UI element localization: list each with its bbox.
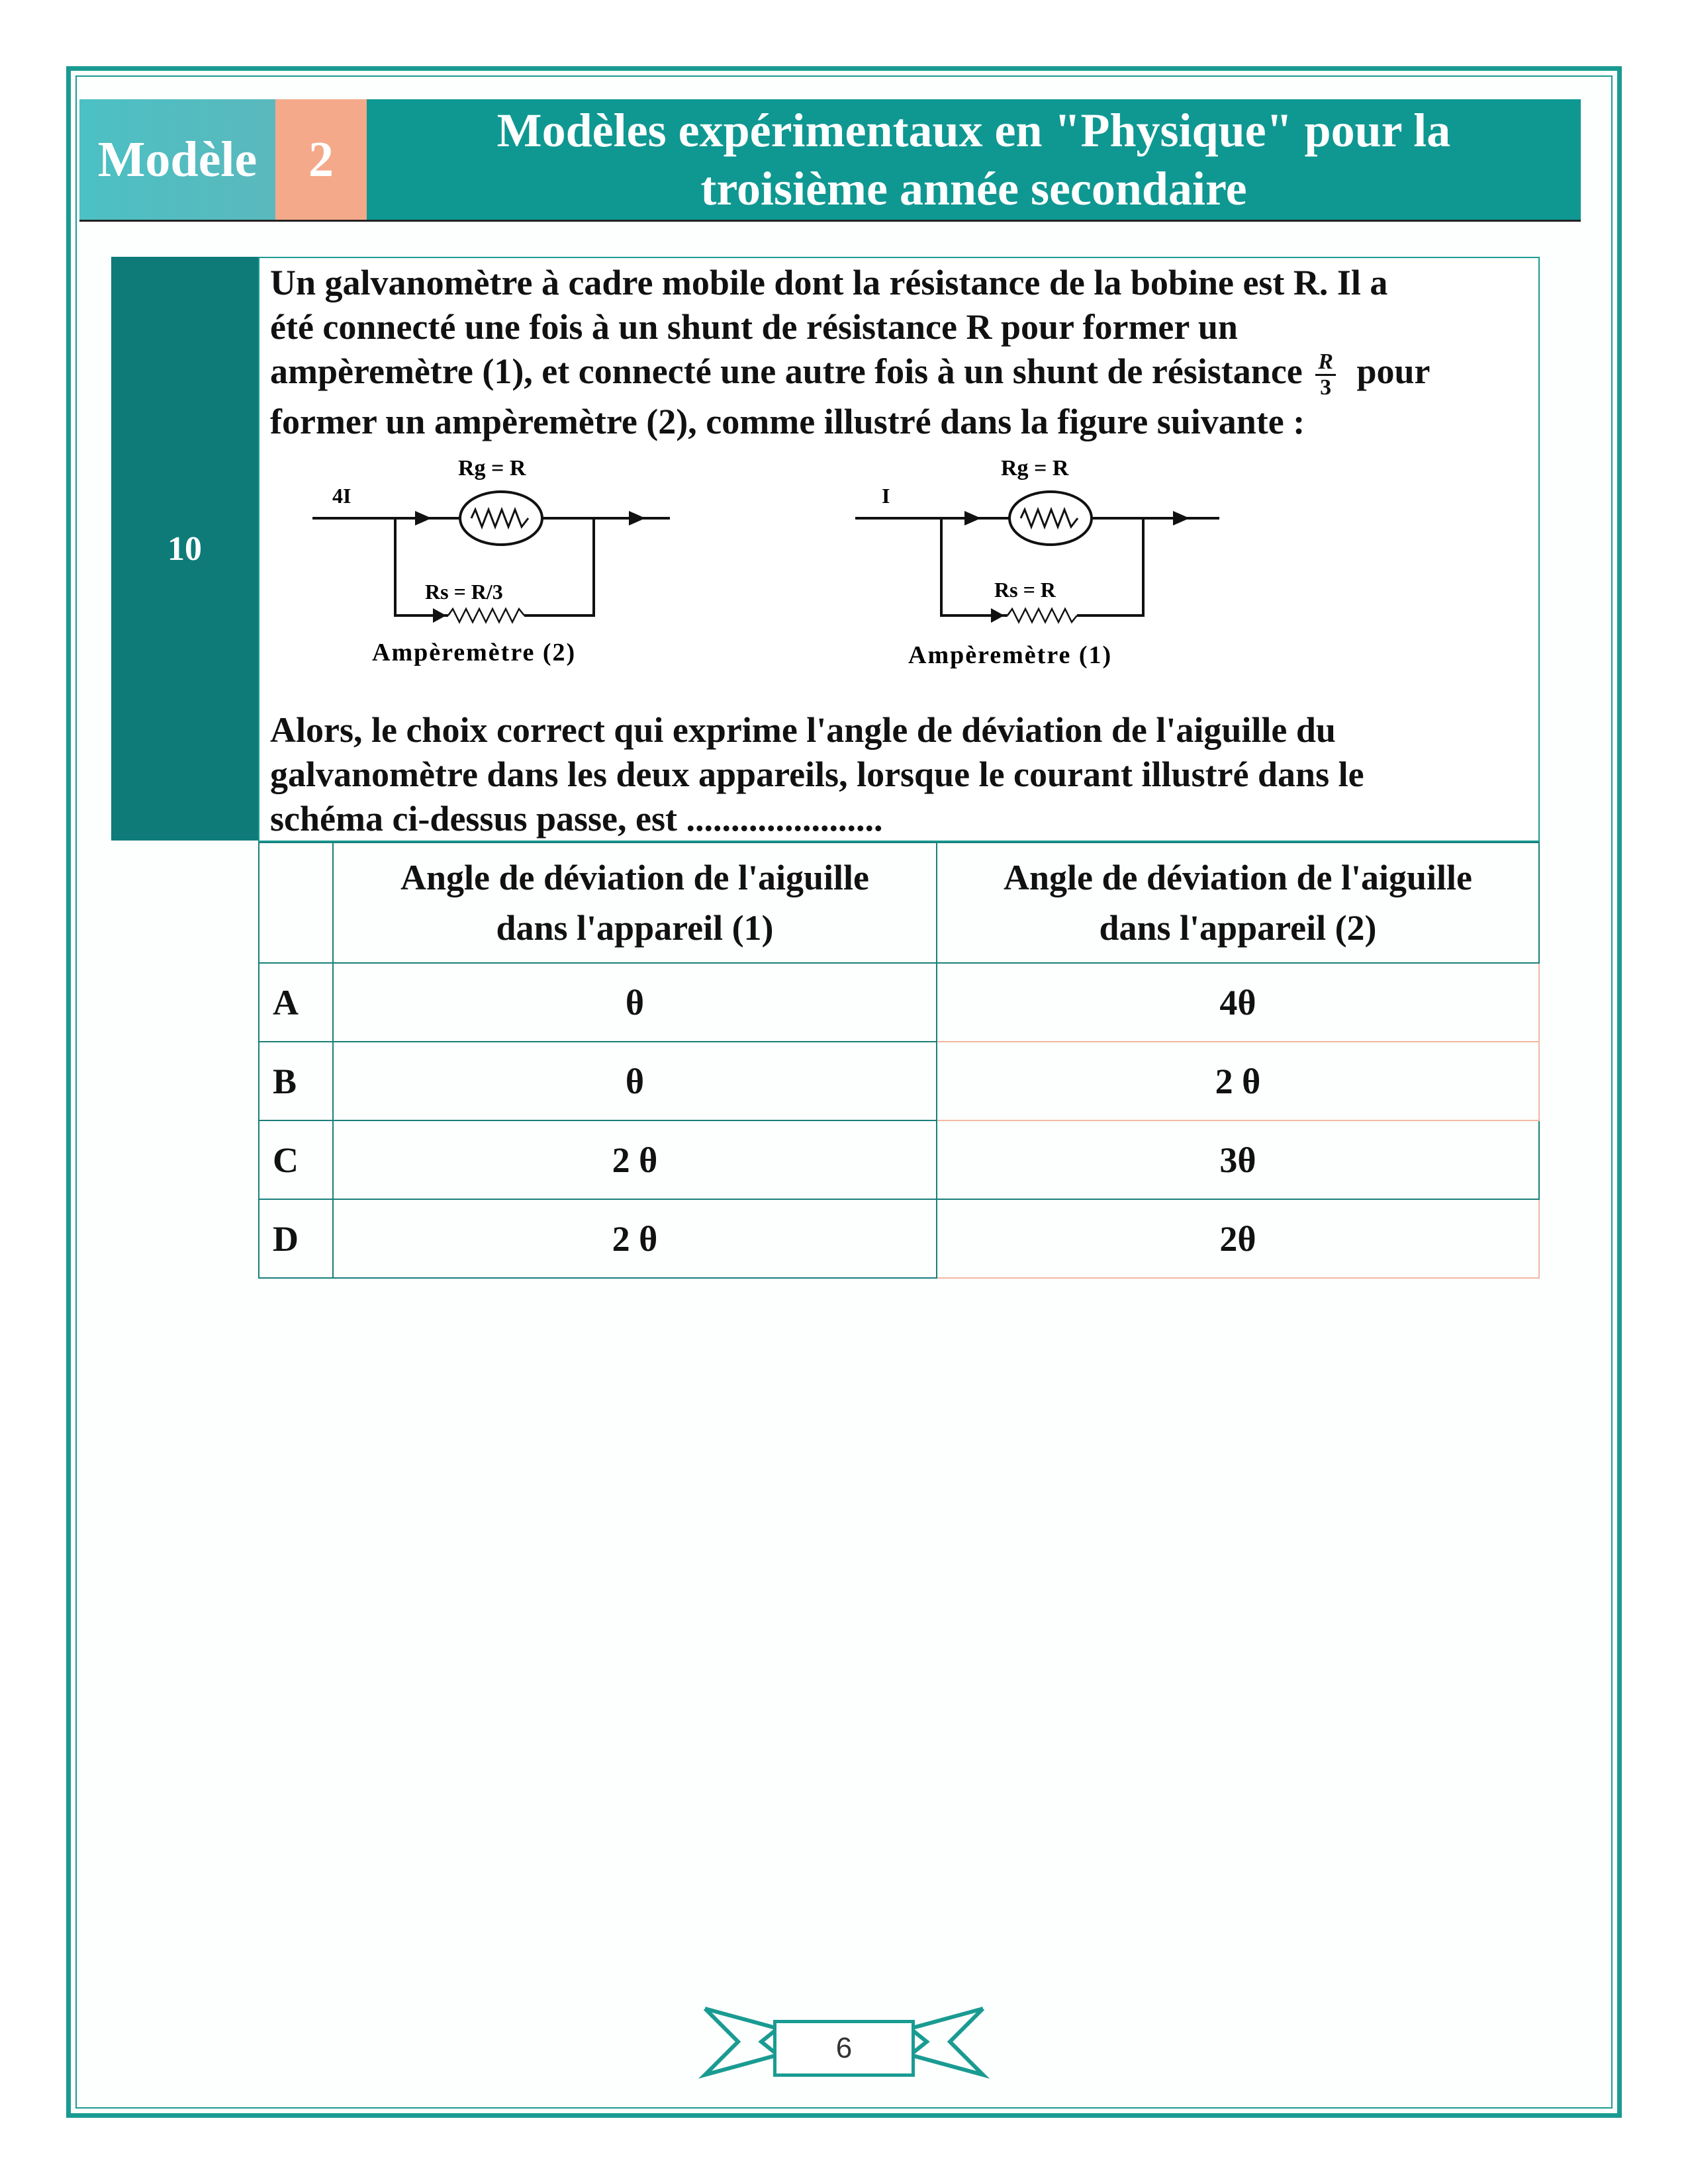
header-col1-line1: Angle de déviation de l'aiguille: [400, 858, 870, 897]
option-value-device-1: θ: [333, 963, 937, 1042]
header-divider: [79, 220, 1581, 222]
question-line-3a: ampèremètre (1), et connecté une autre fois à un shunt de résistance: [270, 351, 1303, 391]
table-row-a[interactable]: [259, 963, 1539, 1042]
shunt-resistor-icon: [1008, 609, 1077, 622]
option-value-device-1: 2 θ: [333, 1199, 937, 1278]
option-value-device-2: 3θ: [937, 1120, 1539, 1199]
option-value-device-1: 2 θ: [333, 1120, 937, 1199]
question-number: 10: [111, 257, 258, 841]
arrow-icon: [964, 511, 981, 525]
ribbon-left-icon: [705, 2009, 778, 2075]
table-row-c[interactable]: [259, 1120, 1539, 1199]
table-row-d[interactable]: [259, 1199, 1539, 1278]
arrow-icon: [991, 608, 1004, 623]
option-value-device-2: 2θ: [937, 1199, 1539, 1278]
table-header-row: [259, 842, 1539, 963]
arrow-icon: [415, 511, 432, 525]
circuit-current-label: I: [882, 484, 890, 508]
title-line-2: troisième année secondaire: [700, 162, 1247, 215]
header-col2-line1: Angle de déviation de l'aiguille: [1003, 858, 1473, 897]
answer-table: [258, 842, 1540, 1279]
table-header-empty: [259, 842, 333, 963]
question-text-after: [270, 708, 1528, 841]
table-header-device-2: [937, 842, 1539, 963]
circuit-diagram-ammeter-2: [306, 457, 716, 675]
circuit-caption: Ampèremètre (1): [908, 641, 1113, 669]
circuit-rg-label: Rg = R: [458, 457, 526, 480]
option-label: C: [259, 1120, 333, 1199]
header-col2-line2: dans l'appareil (2): [1099, 908, 1377, 948]
shunt-wire: [1077, 518, 1143, 615]
option-value-device-2: 2 θ: [937, 1042, 1539, 1120]
shunt-resistor-icon: [448, 609, 524, 622]
table-header-device-1: [333, 842, 937, 963]
option-label: A: [259, 963, 333, 1042]
fraction-r-over-3: [1315, 350, 1336, 400]
question-after-line-1: Alors, le choix correct qui exprime l'angle de déviation de l'aiguille du: [270, 710, 1336, 750]
page-number: 6: [773, 2020, 915, 2077]
model-label: Modèle: [79, 99, 275, 220]
question-after-line-3: schéma ci-dessus passe, est ......................: [270, 799, 883, 839]
question-line-2: été connecté une fois à un shunt de résistance R pour former un: [270, 307, 1238, 347]
circuit-rs-label: Rs = R: [994, 578, 1056, 602]
question-line-4: former un ampèremètre (2), comme illustré dans la figure suivante :: [270, 402, 1305, 442]
question-line-3: [270, 349, 1528, 400]
circuit-diagram-ammeter-1: [849, 457, 1259, 675]
circuit-rg-label: Rg = R: [1001, 457, 1069, 480]
arrow-icon: [629, 511, 645, 525]
question-line-1: Un galvanomètre à cadre mobile dont la résistance de la bobine est R. Il a: [270, 263, 1388, 302]
circuit-rs-label: Rs = R/3: [425, 580, 503, 604]
circuit-current-label: 4I: [332, 484, 352, 508]
arrow-icon: [433, 608, 446, 623]
ribbon-right-icon: [910, 2009, 983, 2075]
circuit-caption: Ampèremètre (2): [372, 639, 577, 666]
question-line-3b: pour: [1356, 351, 1430, 391]
title-line-1: Modèles expérimentaux en "Physique" pour la: [496, 104, 1451, 157]
fraction-numerator: R: [1315, 350, 1336, 376]
table-row-b[interactable]: [259, 1042, 1539, 1120]
question-after-line-2: galvanomètre dans les deux appareils, lorsque le courant illustré dans le: [270, 754, 1364, 794]
question-text: [270, 261, 1528, 444]
option-value-device-1: θ: [333, 1042, 937, 1120]
page-title: [367, 99, 1581, 220]
model-number: 2: [275, 99, 367, 220]
option-label: D: [259, 1199, 333, 1278]
header-col1-line2: dans l'appareil (1): [496, 908, 774, 948]
fraction-denominator: 3: [1320, 375, 1332, 400]
option-value-device-2: 4θ: [937, 963, 1539, 1042]
question-box: [258, 257, 1540, 842]
option-label: B: [259, 1042, 333, 1120]
arrow-icon: [1173, 511, 1190, 525]
